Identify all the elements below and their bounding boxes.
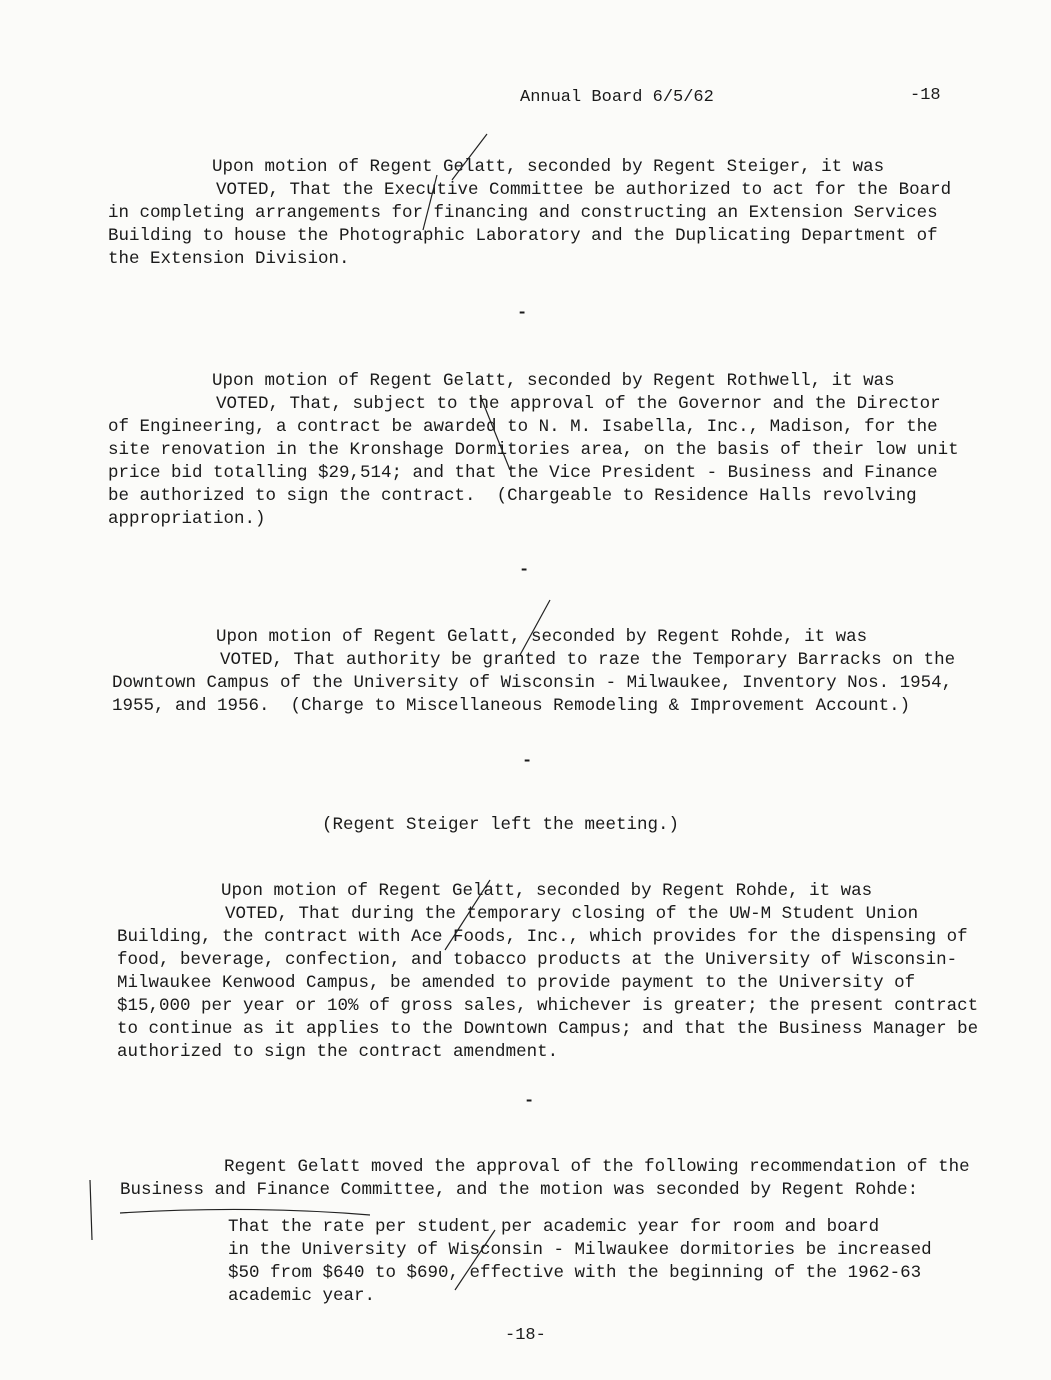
paragraph-line: site renovation in the Kronshage Dormitories area, on the basis of their low unit — [108, 440, 959, 460]
paragraph-line: Upon motion of Regent Gelatt, seconded by Regent Rohde, it was — [216, 627, 868, 647]
paragraph-line: the Extension Division. — [108, 249, 350, 269]
separator-dash: - — [517, 304, 528, 323]
running-header: Annual Board 6/5/62 — [520, 88, 714, 107]
paragraph-line: food, beverage, confection, and tobacco products at the University of Wisconsin- — [117, 950, 958, 970]
paragraph-line: Upon motion of Regent Gelatt, seconded by Regent Rothwell, it was — [212, 371, 895, 391]
check-mark-6 — [455, 1230, 495, 1290]
paragraph-line: appropriation.) — [108, 509, 266, 529]
paragraph-line: Milwaukee Kenwood Campus, be amended to provide payment to the University of — [117, 973, 916, 993]
paragraph-line: $15,000 per year or 10% of gross sales, whichever is greater; the present contract — [117, 996, 979, 1016]
quote-line: That the rate per student per academic year for room and board — [228, 1217, 880, 1237]
meeting-note: (Regent Steiger left the meeting.) — [322, 815, 680, 835]
separator-dash: - — [522, 752, 533, 771]
quote-line: in the University of Wisconsin - Milwaukee dormitories be increased — [228, 1240, 932, 1260]
paragraph-line: Regent Gelatt moved the approval of the following recommendation of the — [224, 1157, 970, 1177]
check-mark-4 — [520, 600, 550, 655]
paragraph-line: Downtown Campus of the University of Wisconsin - Milwaukee, Inventory Nos. 1954, — [112, 673, 953, 693]
quote-line: academic year. — [228, 1286, 376, 1306]
paragraph-line: VOTED, That, subject to the approval of the Governor and the Director — [216, 394, 941, 414]
paragraph-line: be authorized to sign the contract. (Chargeable to Residence Halls revolving — [108, 486, 917, 506]
paragraph-line: Upon motion of Regent Gelatt, seconded by Regent Rohde, it was — [221, 881, 873, 901]
check-mark-1 — [452, 134, 487, 180]
paragraph-line: to continue as it applies to the Downtown Campus; and that the Business Manager be — [117, 1019, 979, 1039]
paragraph-line: in completing arrangements for financing and constructing an Extension Services — [108, 203, 938, 223]
quote-line: $50 from $640 to $690, effective with the beginning of the 1962-63 — [228, 1263, 922, 1283]
paragraph-line: 1955, and 1956. (Charge to Miscellaneous Remodeling & Improvement Account.) — [112, 696, 911, 716]
check-mark-3 — [480, 395, 510, 470]
paragraph-line: VOTED, That the Executive Committee be authorized to act for the Board — [216, 180, 952, 200]
separator-dash: - — [524, 1092, 535, 1111]
paragraph-line: authorized to sign the contract amendment. — [117, 1042, 559, 1062]
paragraph-line: price bid totalling $29,514; and that the Vice President - Business and Finance — [108, 463, 938, 483]
paragraph-line: Building to house the Photographic Laboratory and the Duplicating Department of — [108, 226, 938, 246]
page-number-top: -18 — [910, 86, 941, 105]
paragraph-line: VOTED, That authority be granted to raze the Temporary Barracks on the — [220, 650, 956, 670]
page-footer: -18- — [505, 1326, 546, 1345]
paragraph-line: Business and Finance Committee, and the motion was seconded by Regent Rohde: — [120, 1180, 919, 1200]
separator-dash: - — [519, 561, 530, 580]
paragraph-line: Upon motion of Regent Gelatt, seconded by Regent Steiger, it was — [212, 157, 885, 177]
check-mark-2 — [423, 175, 437, 230]
paragraph-line: of Engineering, a contract be awarded to N. M. Isabella, Inc., Madison, for the — [108, 417, 938, 437]
underline-stroke — [120, 1209, 370, 1215]
paragraph-line: VOTED, That during the temporary closing of the UW-M Student Union — [225, 904, 919, 924]
check-mark-5 — [445, 880, 490, 950]
paragraph-line: Building, the contract with Ace Foods, Inc., which provides for the dispensing of — [117, 927, 968, 947]
margin-line — [90, 1180, 92, 1240]
